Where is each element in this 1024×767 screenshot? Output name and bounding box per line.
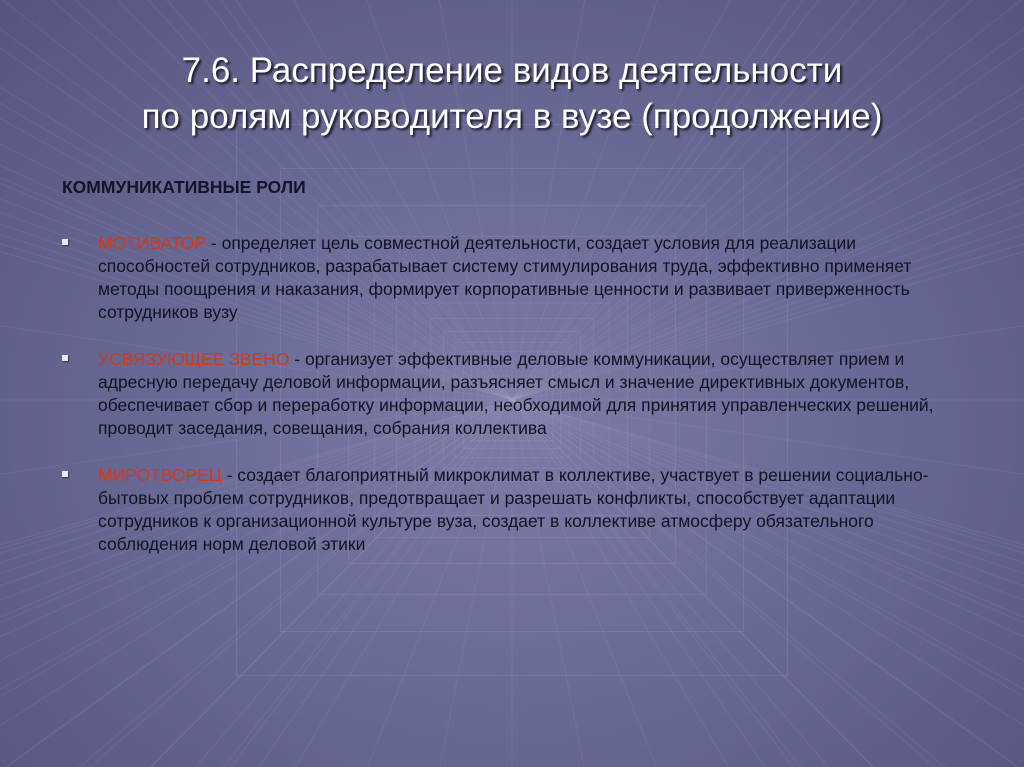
role-term: МОТИВАТОР <box>98 233 207 253</box>
role-description: - организует эффективные деловые коммуникации, осуществляет прием и адресную передачу деловой информации, разъясняет смысл и значение директивных документов, обеспечивает сбор и переработку информации, необходимой для принятия управленческих решений, проводит заседания, совещания, собрания коллектива <box>98 349 934 438</box>
slide-title <box>40 48 984 140</box>
list-item-peacemaker <box>62 464 967 556</box>
section-subtitle: КОММУНИКАТИВНЫЕ РОЛИ <box>62 177 306 197</box>
square-bullet-icon <box>62 239 68 245</box>
title-line-1: 7.6. Распределение видов деятельности <box>181 51 843 90</box>
square-bullet-icon <box>62 471 68 477</box>
role-term: МИРОТВОРЕЦ <box>98 465 222 485</box>
role-list <box>62 232 967 556</box>
list-item-motivator <box>62 232 967 324</box>
square-bullet-icon <box>62 355 68 361</box>
list-item-link <box>62 348 967 440</box>
title-line-2: по ролям руководителя в вузе (продолжение) <box>141 97 883 136</box>
role-term: УСВЯЗУЮЩЕЕ ЗВЕНО <box>98 349 290 369</box>
role-description: - определяет цель совместной деятельности, создает условия для реализации способностей сотрудников, разрабатывает систему стимулирования труда, эффективно применяет методы поощрения и наказания, формирует корпоративные ценности и развивает приверженность сотрудников вузу <box>98 233 912 322</box>
role-description: - создает благоприятный микроклимат в коллективе, участвует в решении социально-бытовых проблем сотрудников, предотвращает и разрешать конфликты, способствует адаптации сотрудников к организационной культуре вуза, создает в коллективе атмосферу обязательного соблюдения норм деловой этики <box>98 465 929 554</box>
